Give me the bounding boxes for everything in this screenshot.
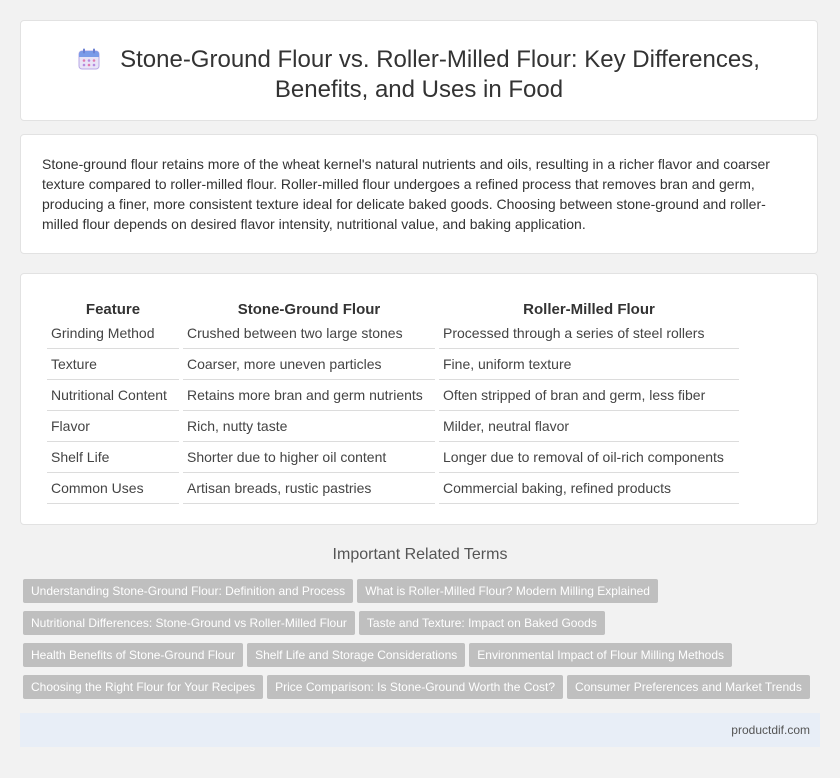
table-cell: Texture — [47, 349, 179, 380]
related-term-link[interactable]: Environmental Impact of Flour Milling Methods — [469, 643, 732, 667]
calendar-icon — [78, 48, 100, 70]
table-row — [47, 318, 739, 349]
related-term-link[interactable]: Choosing the Right Flour for Your Recipes — [23, 675, 263, 699]
related-term-link[interactable]: Understanding Stone-Ground Flour: Definition and Process — [23, 579, 353, 603]
table-cell: Flavor — [47, 411, 179, 442]
table-row — [47, 411, 739, 442]
table-cell: Artisan breads, rustic pastries — [183, 473, 435, 504]
related-term-link[interactable]: Price Comparison: Is Stone-Ground Worth the Cost? — [267, 675, 563, 699]
tag-row — [23, 611, 823, 643]
table-row — [47, 380, 739, 411]
related-term-link[interactable]: What is Roller-Milled Flour? Modern Milling Explained — [357, 579, 658, 603]
related-terms-title: Important Related Terms — [332, 546, 508, 563]
header-roller-milled: Roller-Milled Flour — [523, 301, 655, 318]
page-title-text: Stone-Ground Flour vs. Roller-Milled Flour: Key Differences, Benefits, and Uses in Food — [120, 46, 760, 103]
related-terms-tags — [23, 579, 823, 707]
related-term-link[interactable]: Consumer Preferences and Market Trends — [567, 675, 810, 699]
title-wrap — [21, 45, 817, 105]
table-header-row — [47, 296, 739, 318]
table-cell: Nutritional Content — [47, 380, 179, 411]
table-row — [47, 349, 739, 380]
table-row — [47, 473, 739, 504]
intro-text: Stone-ground flour retains more of the wheat kernel's natural nutrients and oils, resulting in a richer flavor and coarser texture compared to roller-milled flour. Roller-milled flour undergoes a refined process that removes bran and germ, producing a finer, more consistent texture ideal for delicate baked goods. Choosing between stone-ground and roller-milled flour depends on desired flavor intensity, nutritional value, and baking application. — [42, 156, 770, 232]
table-cell: Coarser, more uneven particles — [183, 349, 435, 380]
footer — [20, 713, 820, 747]
table-cell: Rich, nutty taste — [183, 411, 435, 442]
table-card — [20, 273, 818, 525]
table-cell: Fine, uniform texture — [439, 349, 739, 380]
table-cell: Commercial baking, refined products — [439, 473, 739, 504]
table-cell: Longer due to removal of oil-rich components — [439, 442, 739, 473]
tag-row — [23, 579, 823, 611]
table-cell: Common Uses — [47, 473, 179, 504]
related-term-link[interactable]: Health Benefits of Stone-Ground Flour — [23, 643, 243, 667]
footer-site-link[interactable]: productdif.com — [731, 723, 810, 737]
table-cell: Shelf Life — [47, 442, 179, 473]
table-cell: Often stripped of bran and germ, less fiber — [439, 380, 739, 411]
comparison-table — [43, 296, 743, 504]
header-card — [20, 20, 818, 121]
table-cell: Retains more bran and germ nutrients — [183, 380, 435, 411]
intro-card — [20, 134, 818, 254]
related-term-link[interactable]: Shelf Life and Storage Considerations — [247, 643, 465, 667]
table-cell: Processed through a series of steel rollers — [439, 318, 739, 349]
page-title — [69, 45, 769, 105]
header-feature: Feature — [85, 301, 141, 318]
table-cell: Shorter due to higher oil content — [183, 442, 435, 473]
header-stone-ground: Stone-Ground Flour — [237, 301, 381, 318]
table-cell: Grinding Method — [47, 318, 179, 349]
table-cell: Crushed between two large stones — [183, 318, 435, 349]
related-term-link[interactable]: Taste and Texture: Impact on Baked Goods — [359, 611, 605, 635]
related-term-link[interactable]: Nutritional Differences: Stone-Ground vs Roller-Milled Flour — [23, 611, 355, 635]
tag-row — [23, 643, 823, 675]
tag-row — [23, 675, 823, 707]
table-row — [47, 442, 739, 473]
table-cell: Milder, neutral flavor — [439, 411, 739, 442]
